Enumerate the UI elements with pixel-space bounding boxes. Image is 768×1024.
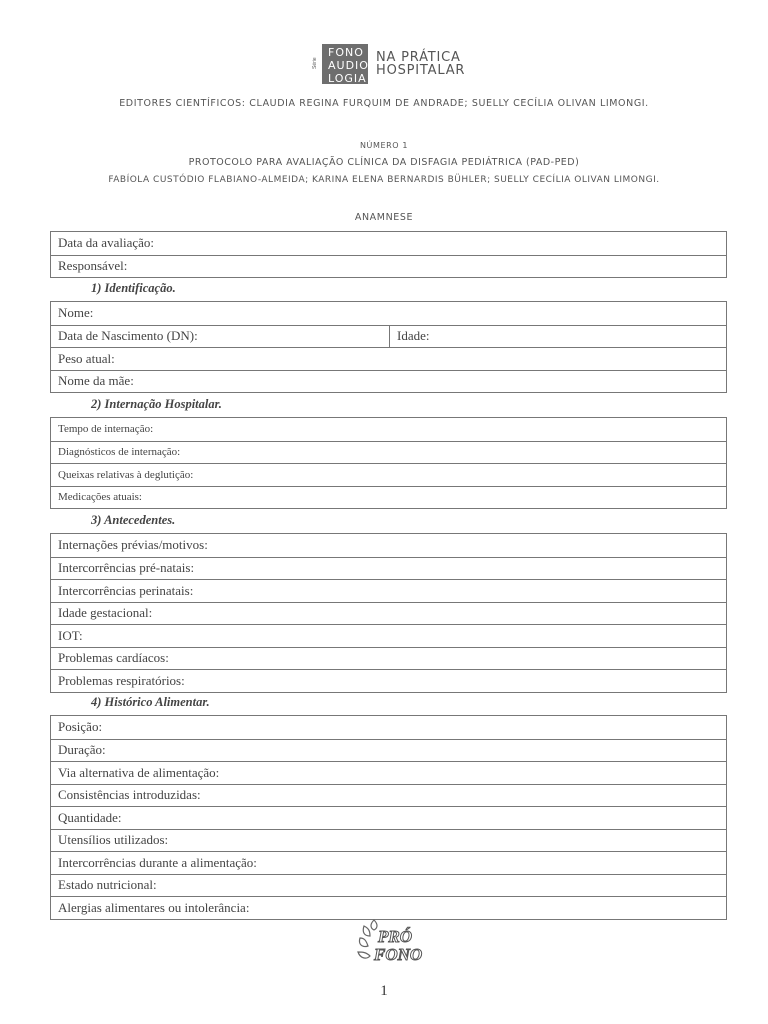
- form-row[interactable]: [51, 302, 726, 325]
- form-row[interactable]: [51, 647, 726, 670]
- idade-cell[interactable]: [390, 326, 429, 348]
- form-row[interactable]: [51, 255, 726, 278]
- field-label: Utensílios utilizados:: [58, 832, 169, 848]
- field-label: Data da avaliação:: [58, 235, 154, 251]
- field-label: Peso atual:: [58, 350, 115, 366]
- logo-line: FONO: [328, 46, 364, 59]
- historico-table: [50, 715, 727, 920]
- field-label: Posição:: [58, 719, 103, 735]
- form-row[interactable]: [51, 325, 726, 348]
- logo-subtitle-line: HOSPITALAR: [376, 63, 466, 78]
- serie-label: Série: [312, 57, 318, 69]
- field-label: Diagnósticos de internação:: [58, 446, 181, 459]
- identificacao-table: [50, 301, 727, 393]
- section-heading-internacao: 2) Internação Hospitalar.: [91, 397, 222, 411]
- form-row[interactable]: [51, 829, 726, 852]
- field-label: Duração:: [58, 742, 106, 758]
- field-label: Intercorrências pré-natais:: [58, 560, 195, 576]
- field-label: Idade:: [397, 328, 430, 344]
- internacao-table: [50, 417, 727, 509]
- form-row[interactable]: [51, 739, 726, 762]
- field-label: Idade gestacional:: [58, 605, 153, 621]
- section-heading-identificacao: 1) Identificação.: [91, 281, 176, 295]
- form-row[interactable]: [51, 463, 726, 486]
- form-row[interactable]: [51, 669, 726, 692]
- form-row[interactable]: [51, 896, 726, 919]
- section-heading-historico: 4) Histórico Alimentar.: [91, 695, 210, 709]
- form-row[interactable]: [51, 232, 726, 255]
- field-label: Intercorrências durante a alimentação:: [58, 854, 257, 870]
- field-label: Tempo de internação:: [58, 423, 154, 436]
- editors-line: EDITORES CIENTÍFICOS: CLAUDIA REGINA FURQUIM DE ANDRADE; SUELLY CECÍLIA OLIVAN LIMONGI.: [119, 98, 649, 109]
- logo-line: AUDIO: [328, 59, 369, 72]
- field-label: IOT:: [58, 627, 83, 643]
- form-row[interactable]: [51, 602, 726, 625]
- field-label: Responsável:: [58, 258, 128, 274]
- form-row[interactable]: [51, 851, 726, 874]
- logo-subtitle: [376, 51, 465, 77]
- field-label: Problemas cardíacos:: [58, 650, 169, 666]
- field-label: Quantidade:: [58, 809, 122, 825]
- field-label: Internações prévias/motivos:: [58, 537, 208, 553]
- field-label: Queixas relativas à deglutição:: [58, 468, 194, 481]
- leaf-icon: [371, 920, 377, 930]
- field-label: Estado nutricional:: [58, 877, 157, 893]
- field-label: Data de Nascimento (DN):: [58, 328, 198, 344]
- form-row[interactable]: [51, 557, 726, 580]
- field-label: Problemas respiratórios:: [58, 672, 185, 688]
- authors-line: FABÍOLA CUSTÓDIO FLABIANO-ALMEIDA; KARINA ELENA BERNARDIS BÜHLER; SUELLY CECÍLIA OLIVAN LIMONGI.: [108, 175, 660, 185]
- field-label: Medicações atuais:: [58, 491, 142, 504]
- field-label: Intercorrências perinatais:: [58, 582, 194, 598]
- dn-cell[interactable]: [51, 326, 390, 348]
- antecedentes-table: [50, 533, 727, 693]
- logo-box: [322, 44, 368, 84]
- field-label: Nome:: [58, 305, 94, 321]
- logo-text: FONO: [374, 945, 423, 964]
- form-row[interactable]: [51, 418, 726, 441]
- logo-line: LOGIA: [328, 72, 367, 85]
- section-heading-antecedentes: 3) Antecedentes.: [91, 513, 176, 527]
- section-title-anamnese: ANAMNESE: [354, 212, 414, 223]
- series-logo: [310, 42, 465, 86]
- form-row[interactable]: [51, 370, 726, 393]
- form-row[interactable]: [51, 624, 726, 647]
- logo-text: PRÓ: [378, 927, 412, 946]
- form-row[interactable]: [51, 441, 726, 464]
- issue-number: NÚMERO 1: [359, 141, 409, 150]
- protocol-title: PROTOCOLO PARA AVALIAÇÃO CLÍNICA DA DISFAGIA PEDIÁTRICA (PAD-PED): [188, 157, 580, 168]
- form-row[interactable]: [51, 874, 726, 897]
- field-label: Alergias alimentares ou intolerância:: [58, 899, 250, 915]
- form-row[interactable]: [51, 784, 726, 807]
- pro-fono-logo: [350, 918, 430, 966]
- field-label: Consistências introduzidas:: [58, 787, 201, 803]
- form-row[interactable]: [51, 347, 726, 370]
- field-label: Nome da mãe:: [58, 373, 134, 389]
- form-row[interactable]: [51, 486, 726, 509]
- form-row[interactable]: [51, 579, 726, 602]
- form-row[interactable]: [51, 761, 726, 784]
- general-table: [50, 231, 727, 278]
- form-row[interactable]: [51, 534, 726, 557]
- form-row[interactable]: [51, 716, 726, 739]
- logo-subtitle-line: NA PRÁTICA: [376, 50, 461, 65]
- form-row[interactable]: [51, 806, 726, 829]
- field-label: Via alternativa de alimentação:: [58, 764, 220, 780]
- page-number: 1: [380, 983, 388, 999]
